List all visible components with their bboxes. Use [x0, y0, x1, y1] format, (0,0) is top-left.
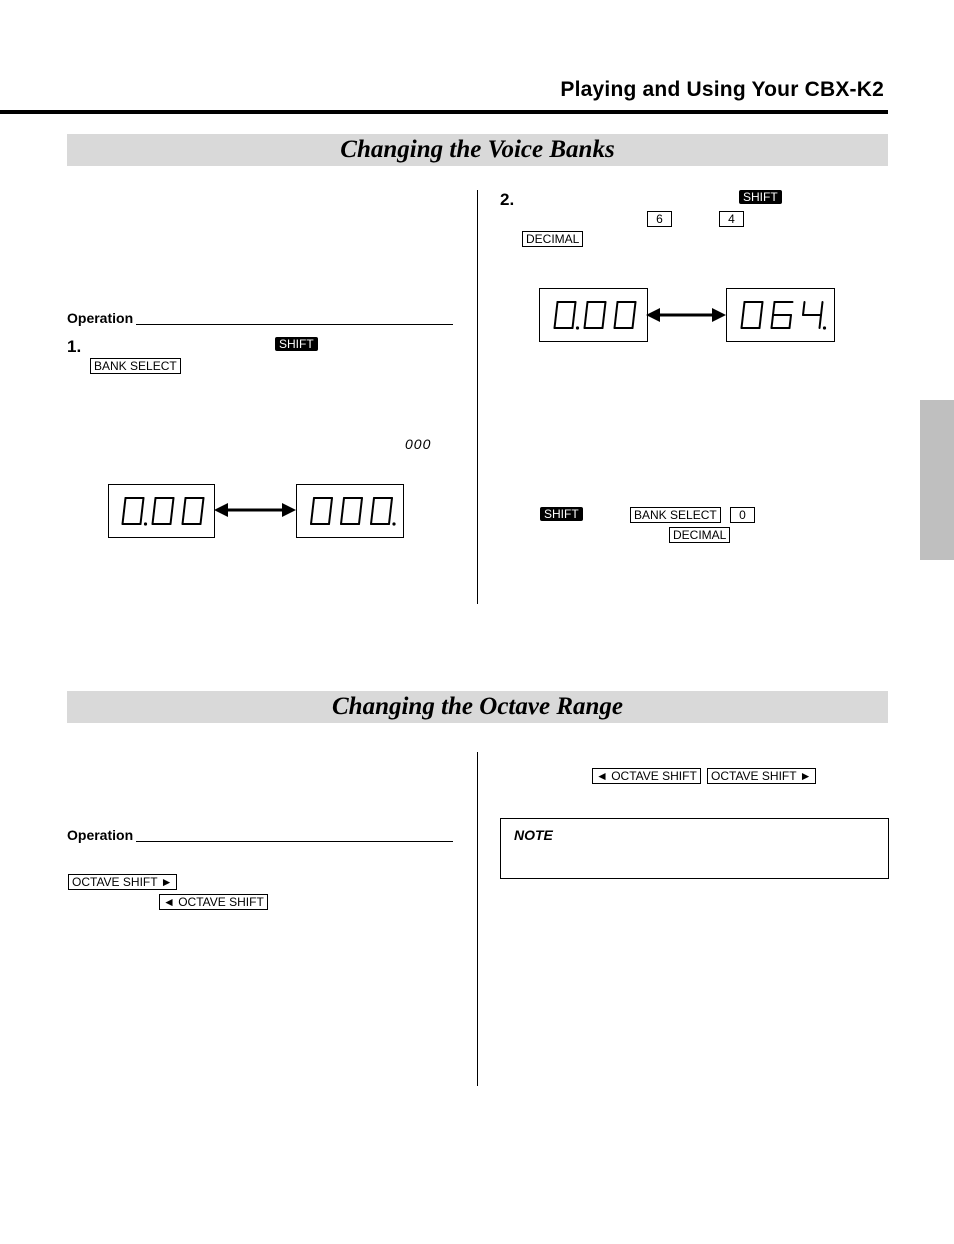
octave-shift-up-key: OCTAVE SHIFT ► [68, 874, 177, 890]
octave-shift-down-key: ◄ OCTAVE SHIFT [159, 894, 268, 910]
lcd-segment [772, 315, 774, 328]
lcd-segment [311, 511, 313, 524]
section-banner-octave-range [67, 691, 888, 723]
lcd-display-from [539, 288, 648, 342]
operation-rule [136, 324, 453, 325]
shift-key: SHIFT [275, 337, 318, 351]
lcd-segment [341, 511, 343, 524]
number-0-key: 0 [730, 507, 755, 523]
lcd-segment [586, 302, 588, 315]
octave-shift-up-key: OCTAVE SHIFT ► [707, 768, 816, 784]
lcd-segment [171, 511, 173, 524]
lcd-segment [742, 315, 744, 328]
lcd-segment [373, 498, 375, 511]
lcd-segment [361, 498, 363, 511]
lcd-segment [556, 302, 558, 315]
lcd-display-to [726, 288, 835, 342]
lcd-segment [183, 511, 185, 524]
lcd-segment [172, 498, 174, 511]
operation-label: Operation [67, 310, 134, 326]
step-number: 1. [67, 337, 82, 356]
lcd-display-to [296, 484, 404, 538]
note-box [500, 818, 889, 879]
lcd-digits [297, 485, 403, 537]
lcd-segment [329, 511, 331, 524]
operation-label: Operation [67, 827, 134, 843]
column-divider [477, 190, 478, 604]
section-title: Changing the Octave Range [332, 693, 623, 720]
lcd-segment [391, 498, 393, 511]
lcd-decimal-point [144, 522, 147, 525]
lcd-segment [760, 315, 762, 328]
lcd-segment [371, 511, 373, 524]
lcd-decimal-point [576, 326, 579, 329]
lcd-decimal-point [392, 522, 395, 525]
lcd-segment [603, 315, 605, 328]
chapter-side-tab [920, 400, 954, 560]
number-4-key: 4 [719, 211, 744, 227]
shift-key: SHIFT [739, 190, 782, 204]
lcd-segment [604, 302, 606, 315]
note-label: NOTE [514, 827, 553, 843]
section-title: Changing the Voice Banks [340, 136, 615, 163]
lcd-digits [540, 289, 647, 341]
decimal-key: DECIMAL [522, 231, 583, 247]
lcd-segment [202, 498, 204, 511]
double-arrow-icon [214, 500, 296, 525]
lcd-digits [727, 289, 834, 341]
bank-select-key: BANK SELECT [90, 358, 181, 374]
lcd-segment [153, 511, 155, 524]
page-header-title: Playing and Using Your CBX-K2 [560, 78, 884, 101]
step-number: 2. [500, 190, 515, 209]
lcd-segment [790, 315, 792, 328]
shift-key: SHIFT [540, 507, 583, 521]
lcd-segment [184, 498, 186, 511]
double-arrow-icon [646, 305, 726, 330]
lcd-segment [555, 315, 557, 328]
lcd-segment [154, 498, 156, 511]
lcd-segment [616, 302, 618, 315]
operation-rule [136, 841, 453, 842]
lcd-segment [820, 315, 822, 328]
lcd-segment [634, 302, 636, 315]
lcd-segment [313, 498, 315, 511]
lcd-segment [633, 315, 635, 328]
lcd-segment [803, 302, 805, 315]
bank-select-key: BANK SELECT [630, 507, 721, 523]
lcd-segment [615, 315, 617, 328]
octave-shift-down-key: ◄ OCTAVE SHIFT [592, 768, 701, 784]
section-banner-voice-banks [67, 134, 888, 166]
lcd-segment [201, 511, 203, 524]
lcd-segment [821, 302, 823, 315]
lcd-segment [773, 302, 775, 315]
lcd-segment [142, 498, 144, 511]
lcd-segment [141, 511, 143, 524]
lcd-segment [124, 498, 126, 511]
lcd-segment [574, 302, 576, 315]
lcd-segment [573, 315, 575, 328]
header-rule [0, 110, 888, 114]
lcd-segment [389, 511, 391, 524]
lcd-segment [331, 498, 333, 511]
number-6-key: 6 [647, 211, 672, 227]
lcd-segment [359, 511, 361, 524]
small-display-value: 000 [405, 436, 432, 452]
decimal-key: DECIMAL [669, 527, 730, 543]
lcd-segment [123, 511, 125, 524]
lcd-segment [343, 498, 345, 511]
lcd-segment [585, 315, 587, 328]
lcd-segment [743, 302, 745, 315]
lcd-digits [109, 485, 214, 537]
lcd-segment [761, 302, 763, 315]
lcd-display-from [108, 484, 215, 538]
column-divider [477, 752, 478, 1086]
lcd-decimal-point [823, 326, 826, 329]
